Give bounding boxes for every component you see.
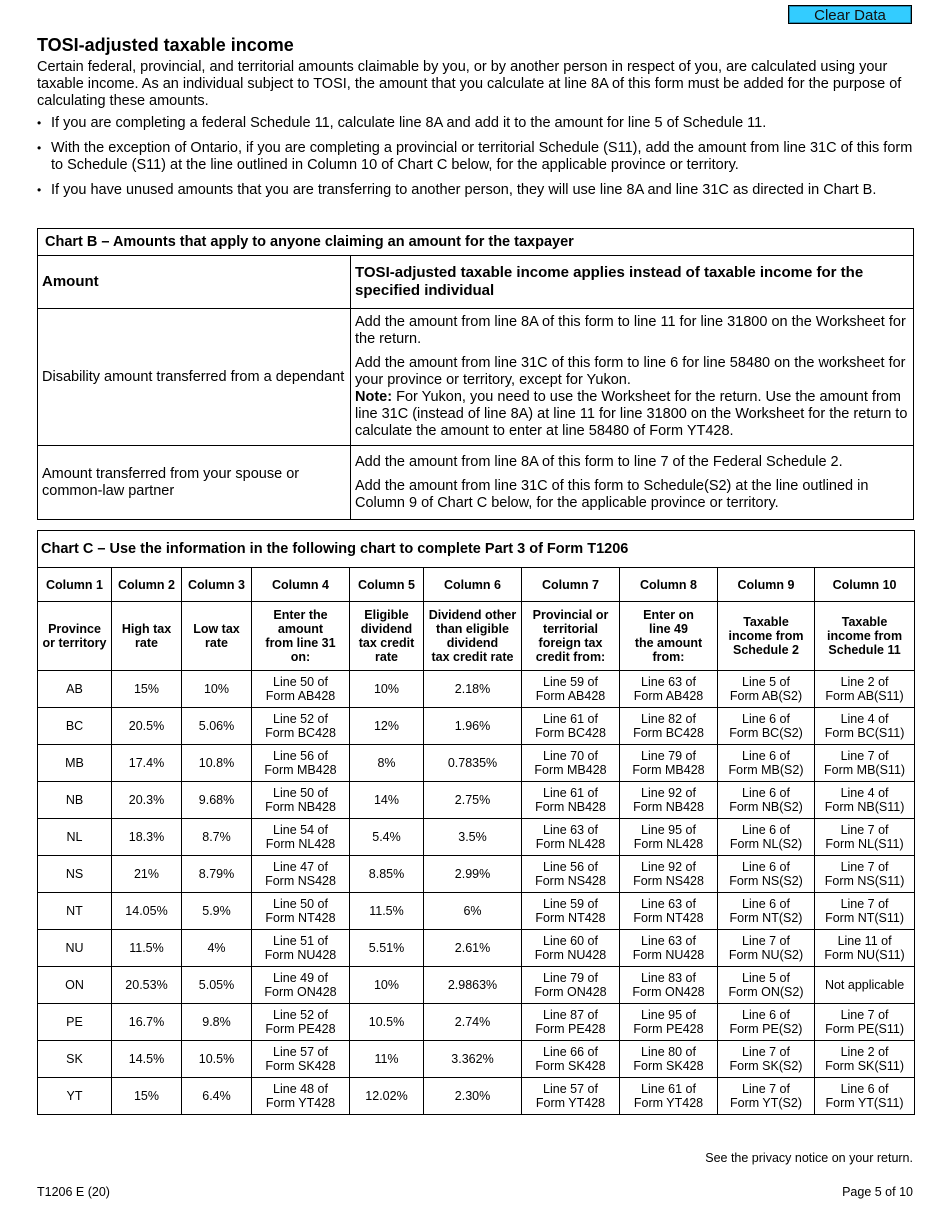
instruction-text: Add the amount from line 31C of this form to Schedule(S2) at the line outlined in Column 9 of Chart C below, for the applicable province or territory. — [355, 477, 869, 511]
table-row — [38, 967, 915, 1004]
table-cell: Line 59 of Form AB428 — [522, 671, 620, 708]
table-cell: Line 6 of Form NT(S2) — [718, 893, 815, 930]
table-cell: Line 56 of Form MB428 — [252, 745, 350, 782]
table-cell: 15% — [112, 671, 182, 708]
table-cell: Line 2 of Form SK(S11) — [815, 1041, 915, 1078]
table-cell: Line 92 of Form NS428 — [620, 856, 718, 893]
table-cell: AB — [38, 671, 112, 708]
table-cell: Line 7 of Form MB(S11) — [815, 745, 915, 782]
column-number: Column 7 — [522, 568, 620, 602]
bullet-item: • If you are completing a federal Schedule 11, calculate line 8A and add it to the amount for line 5 of Schedule 11. — [37, 115, 913, 132]
table-cell: Line 70 of Form MB428 — [522, 745, 620, 782]
table-cell: 2.30% — [424, 1078, 522, 1115]
chart-c-body — [38, 671, 915, 1115]
table-row — [38, 671, 915, 708]
privacy-footnote: See the privacy notice on your return. — [705, 1151, 913, 1165]
clear-data-button[interactable]: Clear Data — [788, 5, 912, 24]
column-header-line: Taxable — [841, 615, 888, 629]
column-number: Column 1 — [38, 568, 112, 602]
column-header-line: Enter on — [643, 608, 694, 622]
section-title: TOSI-adjusted taxable income — [37, 35, 294, 55]
table-cell: YT — [38, 1078, 112, 1115]
table-cell: 5.51% — [350, 930, 424, 967]
table-cell: 5.05% — [182, 967, 252, 1004]
table-cell: 0.7835% — [424, 745, 522, 782]
column-header-row — [38, 602, 915, 671]
table-cell: Line 92 of Form NB428 — [620, 782, 718, 819]
table-cell: Line 61 of Form NB428 — [522, 782, 620, 819]
table-cell: 18.3% — [112, 819, 182, 856]
column-number: Column 4 — [252, 568, 350, 602]
table-cell: Line 80 of Form SK428 — [620, 1041, 718, 1078]
column-header-line: tax credit rate — [431, 650, 514, 664]
table-cell: 4% — [182, 930, 252, 967]
column-header — [350, 602, 424, 671]
table-cell: Line 50 of Form NB428 — [252, 782, 350, 819]
table-cell: 3.5% — [424, 819, 522, 856]
table-cell: 20.3% — [112, 782, 182, 819]
table-cell: 5.06% — [182, 708, 252, 745]
table-cell: Line 61 of Form BC428 — [522, 708, 620, 745]
table-cell: Line 54 of Form NL428 — [252, 819, 350, 856]
table-cell: Line 52 of Form BC428 — [252, 708, 350, 745]
table-cell: Line 95 of Form NL428 — [620, 819, 718, 856]
table-cell: 2.74% — [424, 1004, 522, 1041]
table-cell: 1.96% — [424, 708, 522, 745]
intro-paragraph: Certain federal, provincial, and territorial amounts claimable by you, or by another person in respect of you, are calculated using your taxable income. As an individual subject to TOSI, the amount that you calculate at line 8A of this form must be added for the purpose of calculating these amounts. — [37, 59, 902, 109]
table-cell: SK — [38, 1041, 112, 1078]
table-cell: Line 83 of Form ON428 — [620, 967, 718, 1004]
table-row — [38, 893, 915, 930]
chart-b-caption: Chart B – Amounts that apply to anyone claiming an amount for the taxpayer — [38, 229, 914, 256]
column-header-line: dividend — [360, 622, 413, 636]
table-cell: Line 57 of Form YT428 — [522, 1078, 620, 1115]
table-cell: Line 7 of Form NL(S11) — [815, 819, 915, 856]
column-header — [182, 602, 252, 671]
table-cell: 16.7% — [112, 1004, 182, 1041]
table-cell: 11% — [350, 1041, 424, 1078]
table-cell: 2.75% — [424, 782, 522, 819]
table-cell: NU — [38, 930, 112, 967]
table-cell: 6% — [424, 893, 522, 930]
table-cell: 6.4% — [182, 1078, 252, 1115]
column-header-line: income from — [827, 629, 903, 643]
table-row — [38, 930, 915, 967]
table-cell: Line 61 of Form YT428 — [620, 1078, 718, 1115]
table-cell: 9.68% — [182, 782, 252, 819]
table-cell: 10% — [350, 671, 424, 708]
table-row — [38, 1078, 915, 1115]
column-header-line: rate — [135, 636, 158, 650]
table-cell: Line 60 of Form NU428 — [522, 930, 620, 967]
chart-c-table — [37, 530, 915, 1115]
column-header-line: Eligible — [364, 608, 409, 622]
table-cell: 10% — [182, 671, 252, 708]
column-header — [38, 602, 112, 671]
column-header-line: the amount — [634, 636, 703, 650]
column-header-line: Taxable — [743, 615, 789, 629]
table-cell: 14% — [350, 782, 424, 819]
column-number: Column 9 — [718, 568, 815, 602]
table-cell: Line 7 of Form YT(S2) — [718, 1078, 815, 1115]
table-cell: Line 56 of Form NS428 — [522, 856, 620, 893]
table-cell: 10.5% — [350, 1004, 424, 1041]
table-cell: Line 82 of Form BC428 — [620, 708, 718, 745]
table-cell: Line 51 of Form NU428 — [252, 930, 350, 967]
table-cell: 3.362% — [424, 1041, 522, 1078]
table-cell: Line 7 of Form SK(S2) — [718, 1041, 815, 1078]
table-cell: 15% — [112, 1078, 182, 1115]
table-cell: 14.05% — [112, 893, 182, 930]
column-header-line: Schedule 11 — [828, 643, 901, 657]
table-cell: Line 63 of Form NL428 — [522, 819, 620, 856]
table-row — [38, 856, 915, 893]
table-cell: Line 50 of Form NT428 — [252, 893, 350, 930]
column-header-line: credit from: — [535, 650, 606, 664]
table-cell: Line 63 of Form AB428 — [620, 671, 718, 708]
column-header-line: Schedule 2 — [733, 643, 799, 657]
table-row — [38, 819, 915, 856]
table-cell: Line 6 of Form NS(S2) — [718, 856, 815, 893]
table-cell: Line 63 of Form NT428 — [620, 893, 718, 930]
column-number: Column 10 — [815, 568, 915, 602]
column-number: Column 5 — [350, 568, 424, 602]
table-cell: NT — [38, 893, 112, 930]
column-header — [620, 602, 718, 671]
column-header-line: from line 31 on: — [265, 636, 336, 664]
table-cell: Line 6 of Form PE(S2) — [718, 1004, 815, 1041]
table-cell: Line 7 of Form NU(S2) — [718, 930, 815, 967]
table-cell: Line 59 of Form NT428 — [522, 893, 620, 930]
table-cell: Line 79 of Form ON428 — [522, 967, 620, 1004]
table-cell: Line 79 of Form MB428 — [620, 745, 718, 782]
table-cell: 11.5% — [350, 893, 424, 930]
table-cell: 20.5% — [112, 708, 182, 745]
column-header-line: or territory — [42, 636, 107, 650]
chart-b-instructions-spouse — [351, 446, 914, 520]
table-cell: Line 5 of Form ON(S2) — [718, 967, 815, 1004]
table-cell: Line 48 of Form YT428 — [252, 1078, 350, 1115]
chart-b-header-applies: TOSI-adjusted taxable income applies instead of taxable income for the specified individual — [351, 256, 914, 309]
instruction-text: Add the amount from line 8A of this form to line 7 of the Federal Schedule 2. — [355, 453, 843, 470]
column-header — [424, 602, 522, 671]
form-id: T1206 E (20) — [37, 1185, 110, 1199]
chart-b-amount-disability: Disability amount transferred from a dependant — [38, 309, 351, 446]
bullet-list — [37, 115, 913, 207]
table-cell: Line 6 of Form NL(S2) — [718, 819, 815, 856]
column-header-line: Low tax — [193, 622, 240, 636]
column-header — [718, 602, 815, 671]
column-number-row — [38, 568, 915, 602]
table-cell: Line 87 of Form PE428 — [522, 1004, 620, 1041]
table-cell: 8.7% — [182, 819, 252, 856]
table-cell: Line 6 of Form NB(S2) — [718, 782, 815, 819]
table-cell: Line 6 of Form MB(S2) — [718, 745, 815, 782]
instruction-text — [355, 355, 909, 440]
table-cell: Line 7 of Form NS(S11) — [815, 856, 915, 893]
instruction-text: Add the amount from line 8A of this form to line 11 for line 31800 on the Worksheet for the return. — [355, 314, 906, 347]
table-row — [38, 745, 915, 782]
table-cell: Line 2 of Form AB(S11) — [815, 671, 915, 708]
table-cell: BC — [38, 708, 112, 745]
column-header-line: Provincial or — [532, 608, 609, 622]
column-header-line: than eligible — [436, 622, 509, 636]
table-cell: Line 5 of Form AB(S2) — [718, 671, 815, 708]
column-header-line: tax credit — [358, 636, 415, 650]
table-row — [38, 1004, 915, 1041]
table-cell: 10.8% — [182, 745, 252, 782]
table-cell: ON — [38, 967, 112, 1004]
column-header — [112, 602, 182, 671]
table-cell: Line 4 of Form NB(S11) — [815, 782, 915, 819]
table-cell: Line 95 of Form PE428 — [620, 1004, 718, 1041]
table-cell: Line 52 of Form PE428 — [252, 1004, 350, 1041]
table-cell: 5.4% — [350, 819, 424, 856]
table-cell: 21% — [112, 856, 182, 893]
column-number: Column 8 — [620, 568, 718, 602]
table-cell: Not applicable — [815, 967, 915, 1004]
table-row — [38, 782, 915, 819]
bullet-item: • If you have unused amounts that you are transferring to another person, they will use line 8A and line 31C as directed in Chart B. — [37, 182, 913, 199]
column-header-line: Enter the — [273, 608, 328, 622]
table-cell: Line 50 of Form AB428 — [252, 671, 350, 708]
table-cell: 5.9% — [182, 893, 252, 930]
table-cell: 14.5% — [112, 1041, 182, 1078]
chart-b-header-amount: Amount — [38, 256, 351, 309]
table-row — [38, 708, 915, 745]
column-header-line: foreign tax — [538, 636, 603, 650]
column-header-line: territorial — [543, 622, 598, 636]
table-cell: 10.5% — [182, 1041, 252, 1078]
chart-b-table — [37, 228, 914, 520]
table-cell: 2.18% — [424, 671, 522, 708]
table-cell: NB — [38, 782, 112, 819]
table-cell: Line 6 of Form BC(S2) — [718, 708, 815, 745]
table-cell: Line 7 of Form NT(S11) — [815, 893, 915, 930]
column-header — [522, 602, 620, 671]
column-number: Column 6 — [424, 568, 522, 602]
column-header-line: line 49 — [649, 622, 688, 636]
table-cell: Line 4 of Form BC(S11) — [815, 708, 915, 745]
column-header-line: income from — [728, 629, 804, 643]
table-cell: 2.99% — [424, 856, 522, 893]
table-cell: 12% — [350, 708, 424, 745]
note-label: Note: — [355, 389, 393, 405]
table-cell: 20.53% — [112, 967, 182, 1004]
column-number: Column 2 — [112, 568, 182, 602]
table-cell: 12.02% — [350, 1078, 424, 1115]
table-cell: 17.4% — [112, 745, 182, 782]
column-header-line: dividend — [446, 636, 499, 650]
table-cell: 2.61% — [424, 930, 522, 967]
column-header-line: amount — [277, 622, 324, 636]
table-cell: 10% — [350, 967, 424, 1004]
column-header-line: rate — [375, 650, 398, 664]
table-cell: 9.8% — [182, 1004, 252, 1041]
column-header-line: Province — [48, 622, 101, 636]
table-cell: Line 47 of Form NS428 — [252, 856, 350, 893]
table-cell: NS — [38, 856, 112, 893]
table-cell: PE — [38, 1004, 112, 1041]
column-header-line: rate — [205, 636, 228, 650]
table-cell: MB — [38, 745, 112, 782]
column-header — [252, 602, 350, 671]
table-cell: Line 11 of Form NU(S11) — [815, 930, 915, 967]
chart-b-instructions-disability — [351, 309, 914, 446]
table-cell: 11.5% — [112, 930, 182, 967]
column-header-line: High tax — [121, 622, 172, 636]
column-header-line: Dividend other — [428, 608, 517, 622]
table-cell: 8.79% — [182, 856, 252, 893]
table-cell: Line 7 of Form PE(S11) — [815, 1004, 915, 1041]
table-cell: 8.85% — [350, 856, 424, 893]
table-cell: 8% — [350, 745, 424, 782]
instruction-text: Add the amount from line 31C of this form to line 6 for line 58480 on the worksheet for your province or territory, except for Yukon. — [355, 355, 906, 388]
column-number: Column 3 — [182, 568, 252, 602]
table-cell: Line 49 of Form ON428 — [252, 967, 350, 1004]
table-cell: Line 63 of Form NU428 — [620, 930, 718, 967]
table-cell: Line 66 of Form SK428 — [522, 1041, 620, 1078]
chart-b-amount-spouse: Amount transferred from your spouse or common-law partner — [38, 446, 351, 520]
note-text: For Yukon, you need to use the Worksheet for the return. Use the amount from line 31C (instead of line 8A) at line 11 for line 31800 on the Worksheet for the return to calculate the amount to enter at line 58480 of Form YT428. — [355, 389, 908, 439]
column-header — [815, 602, 915, 671]
table-cell: Line 57 of Form SK428 — [252, 1041, 350, 1078]
table-cell: Line 6 of Form YT(S11) — [815, 1078, 915, 1115]
table-cell: NL — [38, 819, 112, 856]
column-header-line: from: — [652, 650, 685, 664]
table-row — [38, 1041, 915, 1078]
page-number: Page 5 of 10 — [842, 1185, 913, 1199]
chart-c-caption: Chart C – Use the information in the following chart to complete Part 3 of Form T1206 — [38, 531, 915, 568]
bullet-item: • With the exception of Ontario, if you are completing a provincial or territorial Schedule (S11), add the amount from line 31C of this form to Schedule (S11) at the line outlined in Column 10 of Chart C below, for the applicable province or territory. — [37, 140, 913, 174]
table-cell: 2.9863% — [424, 967, 522, 1004]
